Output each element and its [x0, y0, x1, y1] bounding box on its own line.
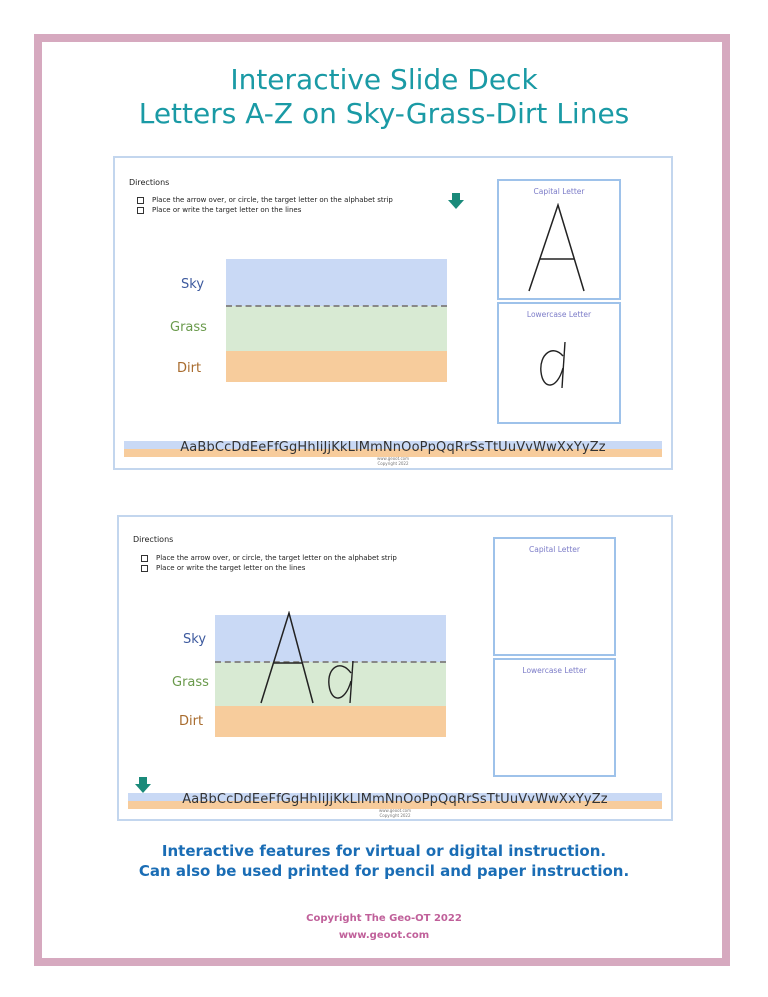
mini-copyright: Copyright 2022 [377, 461, 409, 466]
direction-text: Place the arrow over, or circle, the target letter on the alphabet strip [152, 196, 393, 204]
sky-label: Sky [183, 632, 207, 647]
dirt-label: Dirt [179, 714, 204, 729]
sky-grass-dirt-lines[interactable] [215, 615, 446, 737]
capital-letter-card[interactable] [493, 537, 616, 656]
slide-preview-2[interactable] [117, 515, 673, 821]
alphabet-strip[interactable] [124, 441, 662, 457]
capital-letter-title: Capital Letter [533, 187, 585, 196]
copyright-text: Copyright The Geo-OT 2022 [306, 913, 462, 924]
capital-letter-card[interactable] [497, 179, 621, 300]
checkbox-icon[interactable] [137, 197, 144, 204]
alphabet-text: AaBbCcDdEeFfGgHhIiJjKkLlMmNnOoPpQqRrSsTtUuVvWwXxYyZz [182, 793, 608, 807]
mini-copyright: Copyright 2022 [379, 813, 411, 818]
sky-band [226, 259, 447, 306]
letters-on-lines-drawing[interactable] [255, 611, 375, 707]
direction-text: Place or write the target letter on the lines [152, 206, 302, 214]
capital-letter-drawing [524, 203, 594, 293]
checkbox-icon[interactable] [141, 565, 148, 572]
lowercase-letter-card[interactable] [493, 658, 616, 777]
mini-url: www.geoot.com [379, 808, 411, 813]
checkbox-icon[interactable] [137, 207, 144, 214]
arrow-down-icon[interactable] [134, 776, 152, 794]
grass-band [226, 306, 447, 351]
capital-letter-title: Capital Letter [529, 545, 580, 554]
lowercase-letter-title: Lowercase Letter [522, 666, 587, 675]
grass-label: Grass [172, 675, 209, 690]
arrow-down-icon[interactable] [447, 192, 465, 210]
dashed-midline [226, 305, 447, 307]
direction-item [137, 196, 393, 204]
direction-item [137, 206, 301, 214]
alphabet-text: AaBbCcDdEeFfGgHhIiJjKkLlMmNnOoPpQqRrSsTtUuVvWwXxYyZz [180, 441, 606, 455]
direction-item [141, 554, 397, 562]
lowercase-letter-drawing [535, 336, 575, 396]
direction-text: Place the arrow over, or circle, the target letter on the alphabet strip [156, 554, 397, 562]
alphabet-strip[interactable] [128, 793, 662, 809]
dirt-band [215, 706, 446, 737]
directions-title: Directions [129, 178, 170, 187]
copyright-url[interactable]: www.geoot.com [338, 930, 430, 941]
direction-text: Place or write the target letter on the lines [156, 564, 306, 572]
lowercase-letter-card[interactable] [497, 302, 621, 424]
grass-label: Grass [170, 320, 207, 335]
directions-title: Directions [133, 535, 174, 544]
sky-grass-dirt-lines[interactable] [226, 259, 447, 382]
dirt-label: Dirt [177, 361, 202, 376]
page-title-line1: Interactive Slide Deck [230, 63, 538, 96]
page-title-line2: Letters A-Z on Sky-Grass-Dirt Lines [138, 97, 630, 130]
sky-label: Sky [181, 277, 205, 292]
slide-preview-1[interactable] [113, 156, 673, 470]
footer-line1: Interactive features for virtual or digital instruction. [161, 842, 607, 860]
dirt-band [226, 351, 447, 382]
checkbox-icon[interactable] [141, 555, 148, 562]
direction-item [141, 564, 305, 572]
lowercase-letter-title: Lowercase Letter [526, 310, 592, 319]
mini-url: www.geoot.com [377, 456, 409, 461]
footer-line2: Can also be used printed for pencil and paper instruction. [138, 862, 630, 880]
